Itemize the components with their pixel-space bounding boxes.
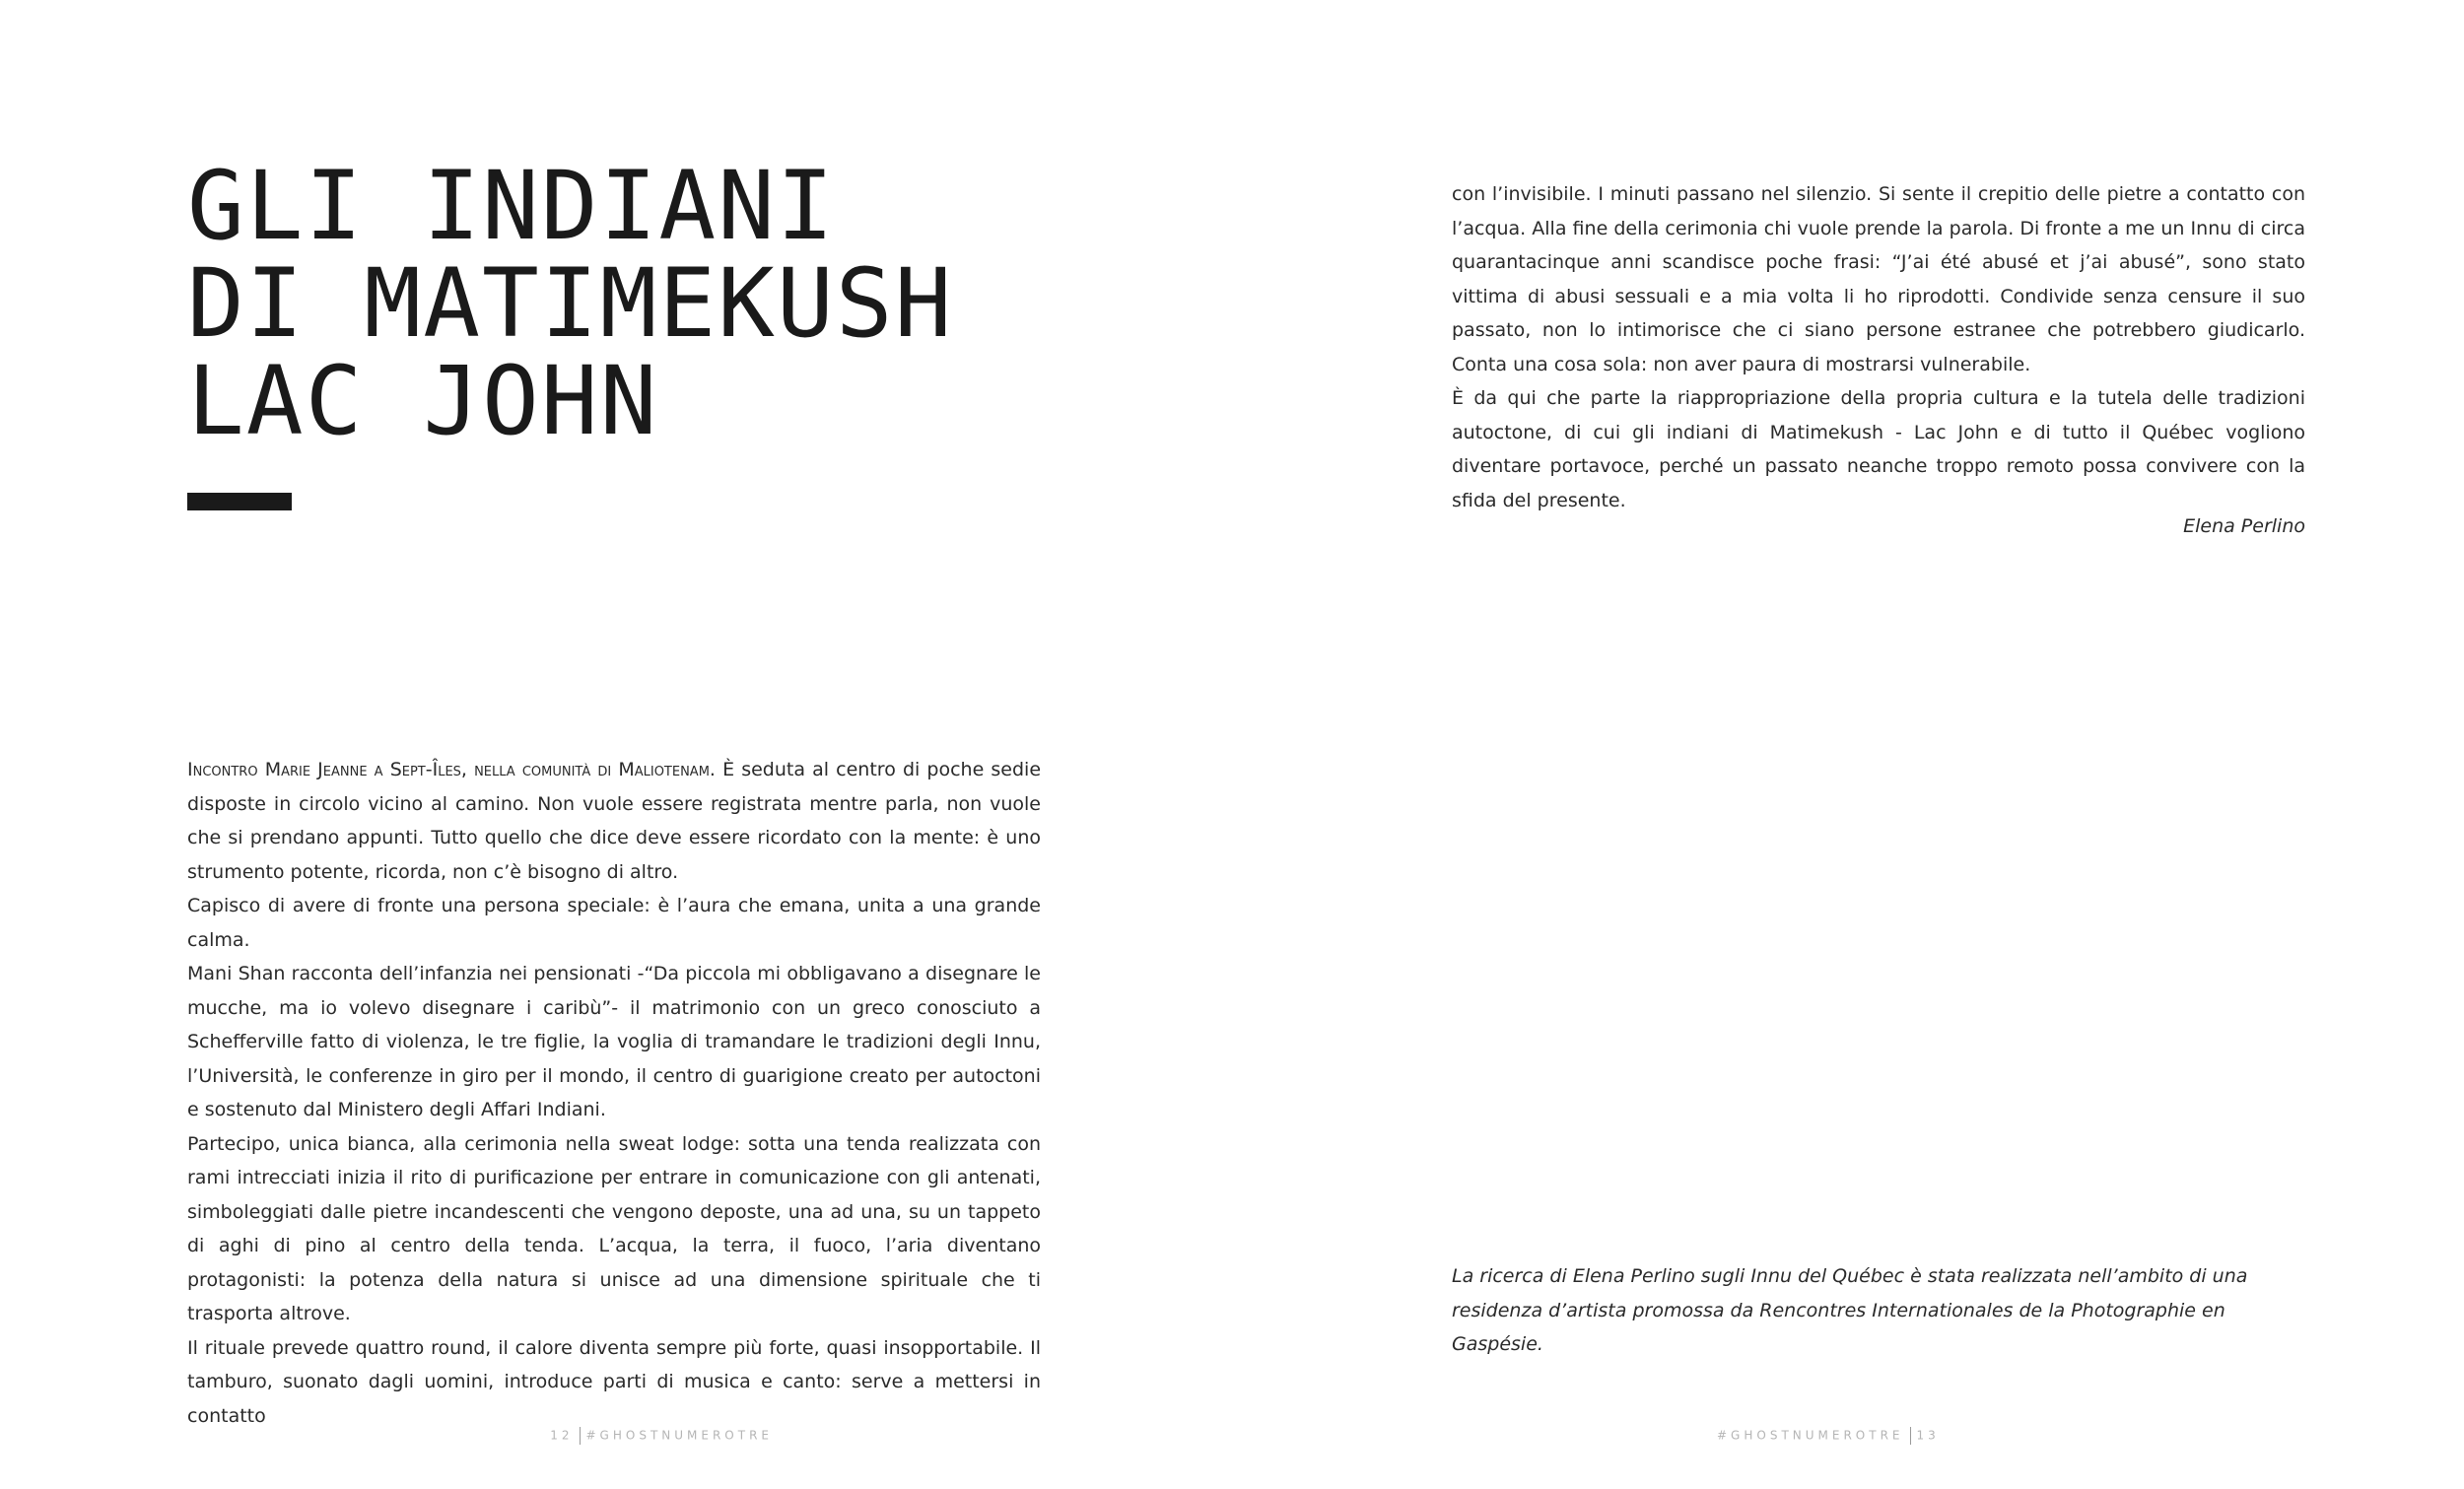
body-paragraph: Capisco di avere di fronte una persona speciale: è l’aura che emana, unita a una grande calma. xyxy=(187,895,1041,951)
folio-tag-right: #GHOSTNUMEROTRE xyxy=(1717,1428,1904,1443)
page-number-right: 13 xyxy=(1916,1428,1940,1443)
author-signature: Elena Perlino xyxy=(2183,515,2305,537)
article-title xyxy=(187,151,954,456)
body-paragraph: È da qui che parte la riappropriazione della propria cultura e la tutela delle tradizioni autoctone, di cui gli indiani di Matimekush - Lac John e di tutto il Québec vogliono diventare portavoce, perché un passato neanche troppo remoto possa convivere con la sfida del presente. xyxy=(1452,387,2305,511)
title-line-1: GLI INDIANI xyxy=(187,151,836,261)
folio-tag-left: #GHOSTNUMEROTRE xyxy=(585,1428,773,1443)
paragraph-1-text: È seduta al centro di poche sedie disposte in circolo vicino al camino. Non vuole essere registrata mentre parla, non vuole che si prendano appunti. Tutto quello che dice deve essere ricordato con la mente: è uno strumento potente, ricorda, non c’è bisogno di altro. xyxy=(187,759,1042,883)
title-underline-bar xyxy=(187,493,292,510)
lead-small-caps: Incontro Marie Jeanne a Sept-Îles, nella comunità di Maliotenam. xyxy=(187,759,716,780)
body-paragraph xyxy=(187,753,1041,889)
folio-left xyxy=(550,1427,773,1445)
residency-credit-note: La ricerca di Elena Perlino sugli Innu del Québec è stata realizzata nell’ambito di una residenza d’artista promossa da Rencontres Internationales de la Photographie en Gaspésie. xyxy=(1452,1265,2248,1355)
right-text-column xyxy=(1452,177,2305,517)
body-paragraph: con l’invisibile. I minuti passano nel silenzio. Si sente il crepitio delle pietre a contatto con l’acqua. Alla fine della cerimonia chi vuole prende la parola. Di fronte a me un Innu di circa quarantacinque anni scandisce poche frasi: “J’ai été abusé et j’ai abusé”, sono stato vittima di abusi sessuali e a mia volta li ho riprodotti. Condivide senza censure il suo passato, non lo intimorisce che ci siano persone estranee che potrebbero giudicarlo. Conta una cosa sola: non aver paura di mostrarsi vulnerabile. xyxy=(1452,183,2305,375)
body-paragraph: Mani Shan racconta dell’infanzia nei pensionati -“Da piccola mi obbligavano a disegnare le mucche, ma io volevo disegnare i caribù”- il matrimonio con un greco conosciuto a Schefferville fatto di violenza, le tre figlie, la voglia di tramandare le tradizioni degli Innu, l’Università, le conferenze in giro per il mondo, il centro di guarigione creato per autoctoni e sostenuto dal Ministero degli Affari Indiani. xyxy=(187,963,1041,1120)
body-paragraph: Il rituale prevede quattro round, il calore diventa sempre più forte, quasi insopportabile. Il tamburo, suonato dagli uomini, introduce parti di musica e canto: serve a mettersi in contatto xyxy=(187,1336,1041,1427)
title-line-3: LAC JOHN xyxy=(187,346,659,456)
body-paragraph: Partecipo, unica bianca, alla cerimonia nella sweat lodge: sotta una tenda realizzata con rami intrecciati inizia il rito di purificazione per entrare in comunicazione con gli antenati, simboleggiati dalle pietre incandescenti che vengono deposte, una ad una, su un tappeto di aghi di pino al centro della tenda. L’acqua, la terra, il fuoco, l’aria diventano protagonisti: la potenza della natura si unisce ad una dimensione spirituale che ti trasporta altrove. xyxy=(187,1132,1041,1324)
page-number-left: 12 xyxy=(550,1428,574,1443)
folio-right xyxy=(1717,1427,1940,1445)
folio-divider xyxy=(1910,1427,1911,1445)
title-line-2: DI MATIMEKUSH xyxy=(187,248,954,359)
folio-divider xyxy=(580,1427,581,1445)
left-text-column xyxy=(187,753,1041,1433)
